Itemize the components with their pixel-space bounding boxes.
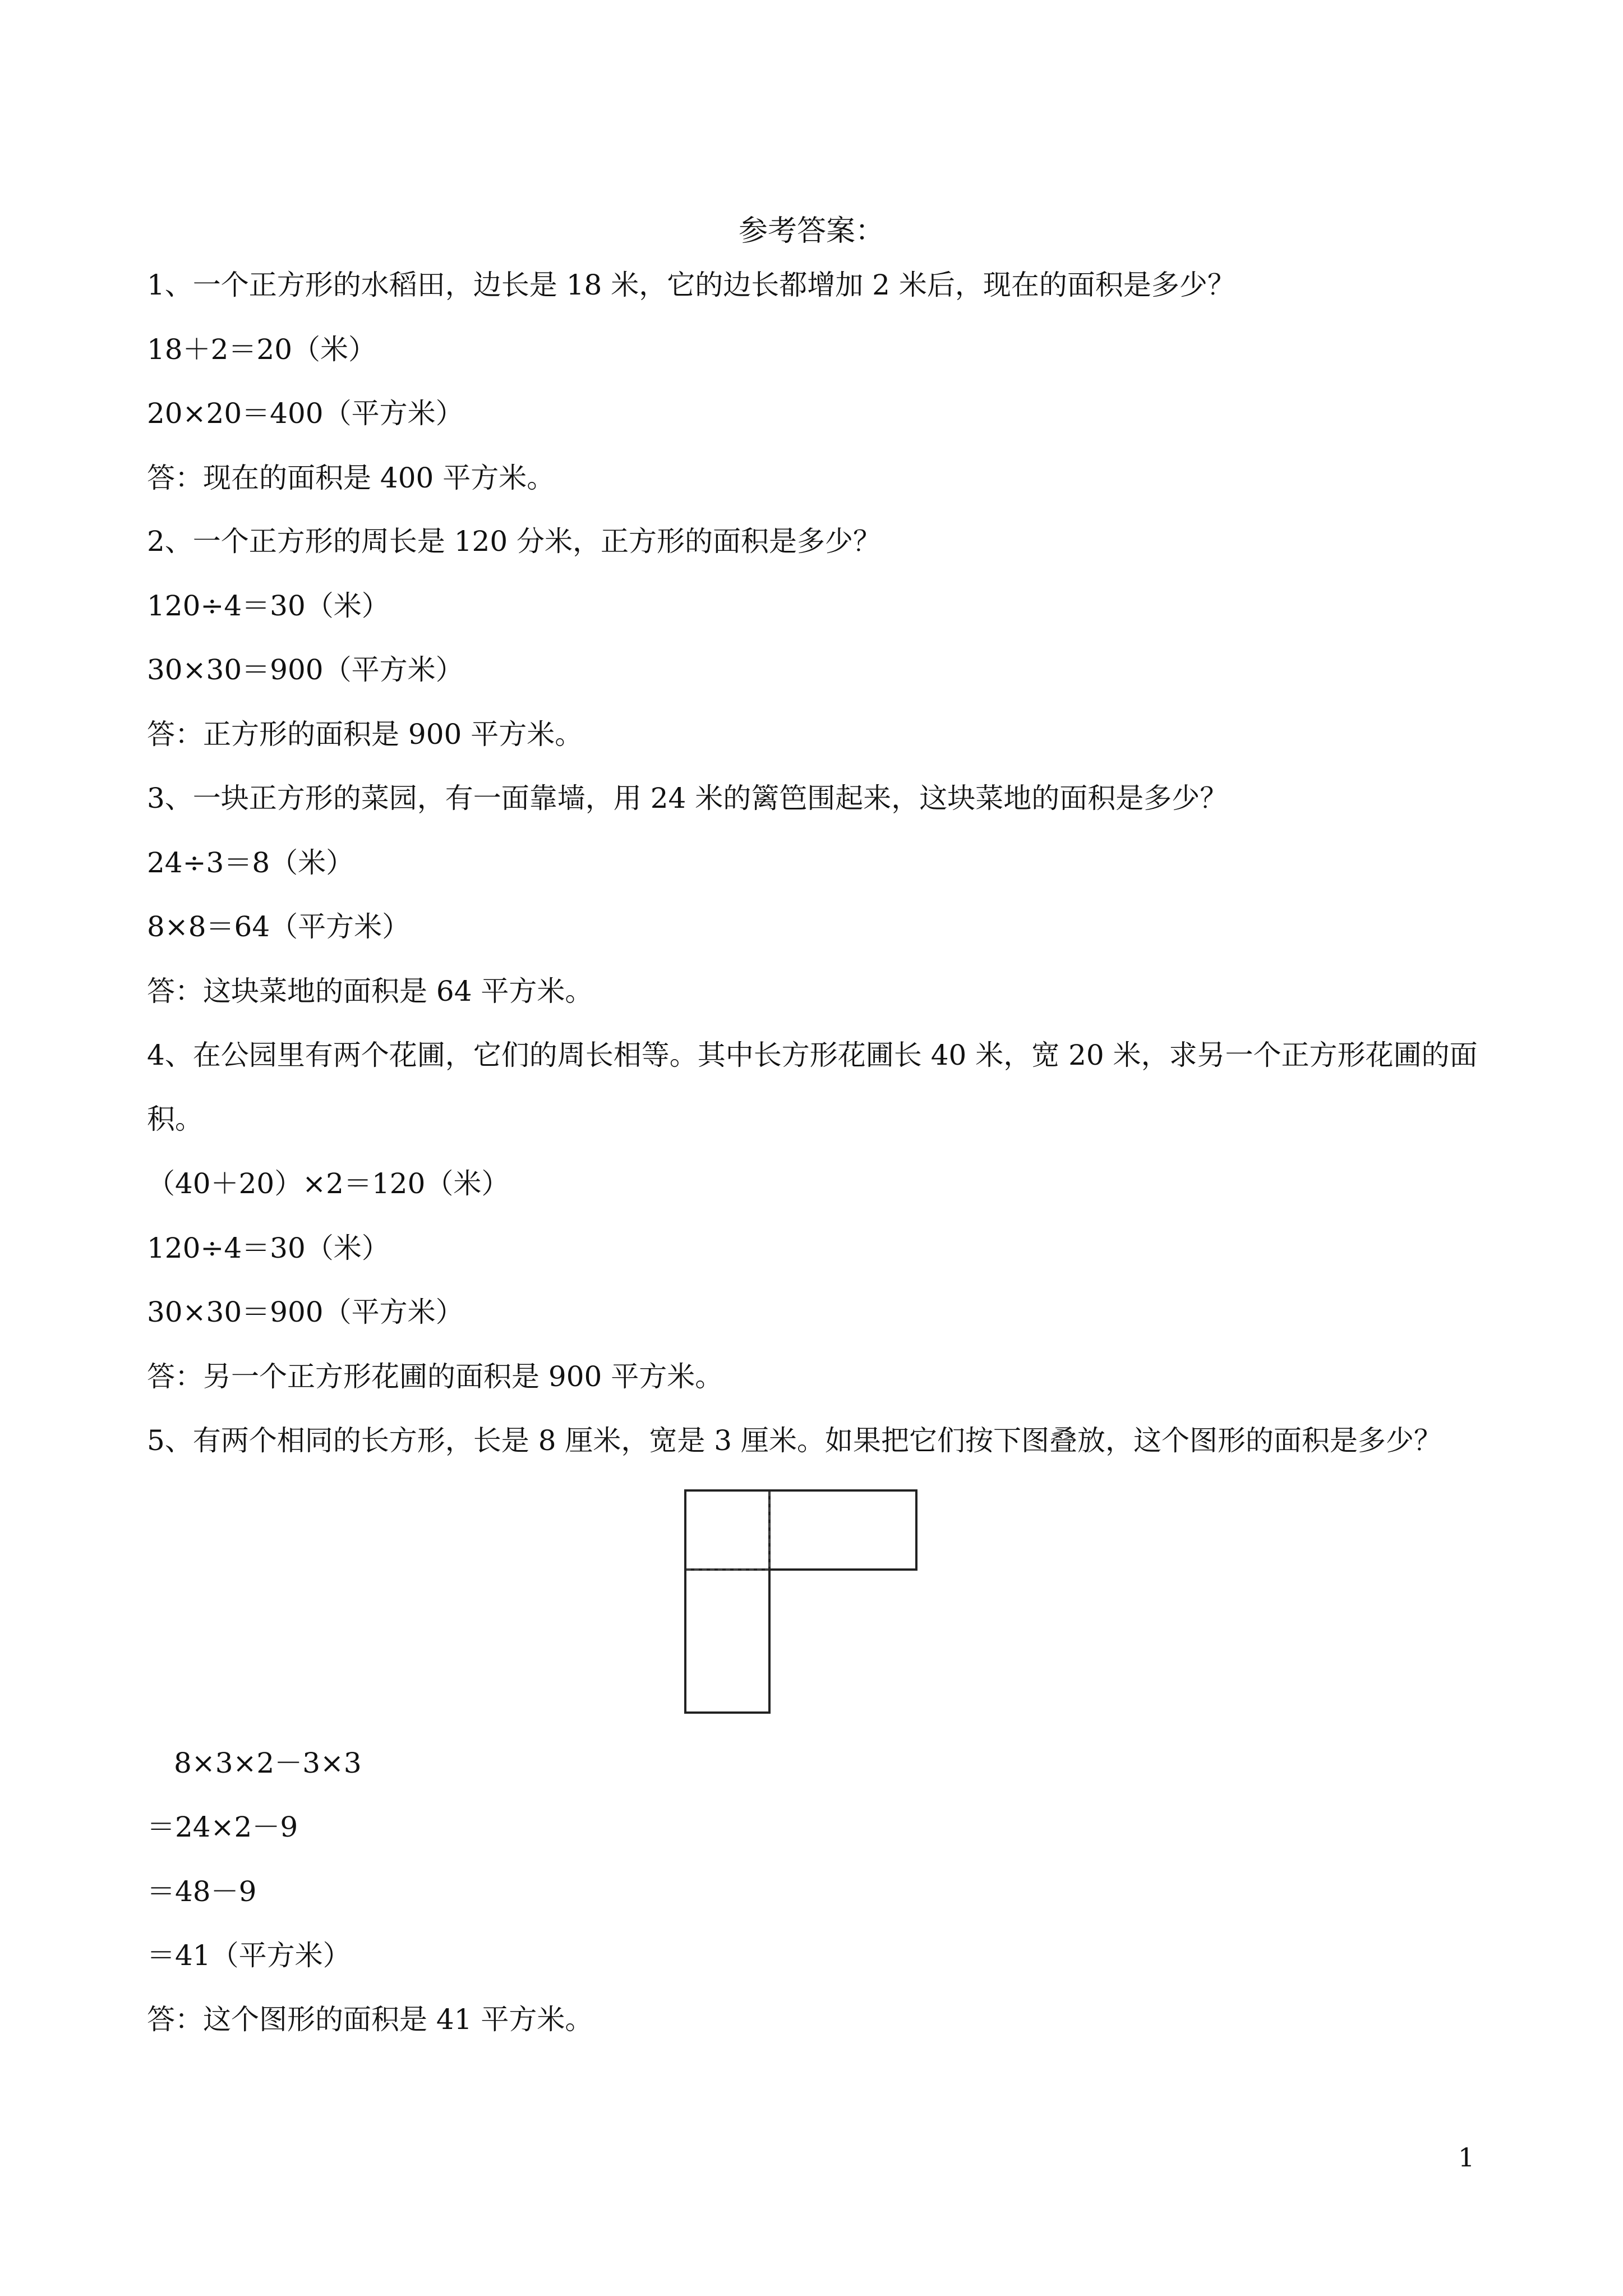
q3-answer: 答：这块菜地的面积是 64 平方米。 [147,975,593,1007]
q3-question: 3、一块正方形的菜园，有一面靠墙，用 24 米的篱笆围起来，这块菜地的面积是多少？ [147,782,1228,815]
q5-answer: 答：这个图形的面积是 41 平方米。 [147,2003,593,2036]
q1-question: 1、一个正方形的水稻田，边长是 18 米，它的边长都增加 2 米后，现在的面积是多少？ [147,269,1235,301]
q1-step-1: 18＋2＝20（米） [147,333,377,366]
q1-answer: 答：现在的面积是 400 平方米。 [147,462,555,494]
q4-answer: 答：另一个正方形花圃的面积是 900 平方米。 [147,1360,723,1393]
q2-step-2: 30×30＝900（平方米） [147,654,464,686]
q5-step-1: 8×3×2－3×3 [174,1747,362,1779]
q4-question-line-2: 积。 [147,1103,203,1135]
q4-step-2: 120÷4＝30（米） [147,1232,390,1264]
page-number: 1 [1458,2142,1475,2173]
q4-question-line-1: 4、在公园里有两个花圃，它们的周长相等。其中长方形花圃长 40 米，宽 20 米，求另一个正方形花圃的面 [147,1039,1478,1071]
q1-step-2: 20×20＝400（平方米） [147,397,464,430]
q2-step-1: 120÷4＝30（米） [147,590,390,622]
q4-step-3: 30×30＝900（平方米） [147,1296,464,1328]
q5-step-2: ＝24×2－9 [147,1811,298,1843]
horizontal-rectangle [685,1490,916,1570]
overlapping-rectangles-figure [684,1489,925,1717]
q4-step-1: （40＋20）×2＝120（米） [147,1167,510,1200]
q5-step-4: ＝41（平方米） [147,1939,351,1972]
q5-step-3: ＝48－9 [147,1875,257,1908]
q2-question: 2、一个正方形的周长是 120 分米，正方形的面积是多少？ [147,525,882,558]
q5-question: 5、有两个相同的长方形，长是 8 厘米，宽是 3 厘米。如果把它们按下图叠放，这个图形的面积是多少？ [147,1424,1442,1457]
q3-step-1: 24÷3＝8（米） [147,846,354,879]
page-title: 参考答案： [738,214,884,248]
q2-answer: 答：正方形的面积是 900 平方米。 [147,718,583,751]
q3-step-2: 8×8＝64（平方米） [147,910,411,943]
vertical-rectangle [685,1490,769,1713]
